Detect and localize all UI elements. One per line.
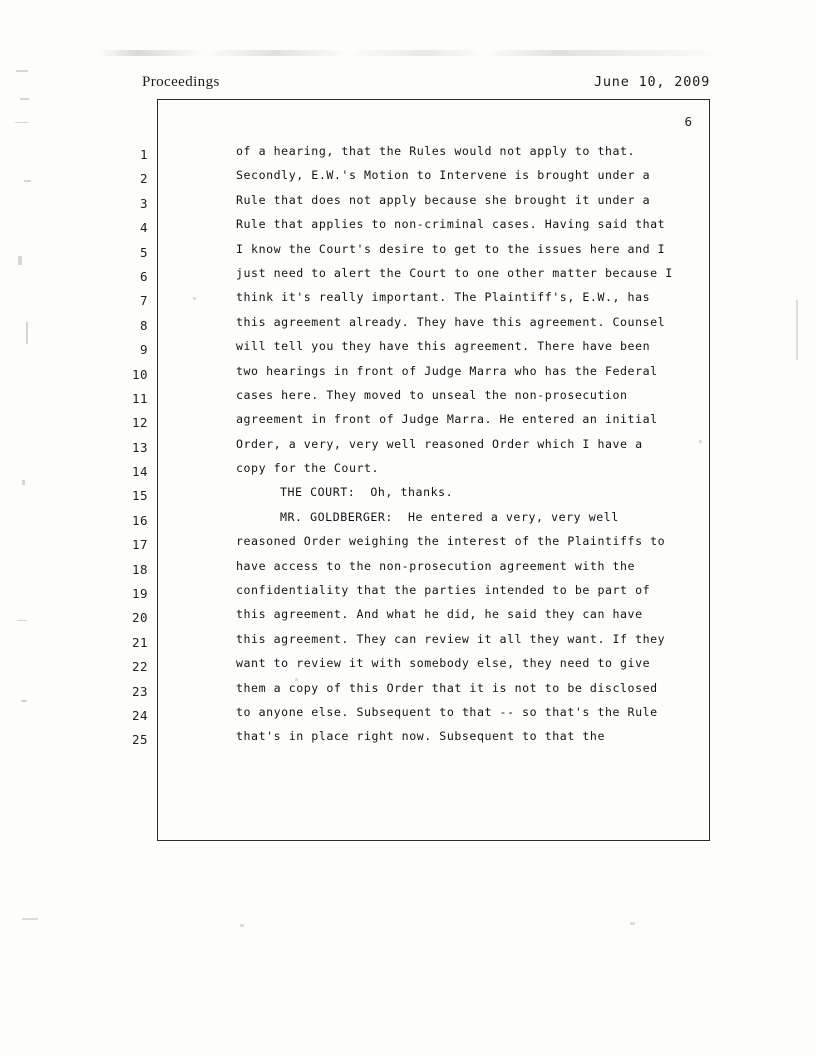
line-number: 8 bbox=[139, 317, 148, 333]
transcript-line: reasoned Order weighing the interest of the Plaintiffs to bbox=[236, 534, 666, 549]
transcript-line: want to review it with somebody else, they need to give bbox=[236, 656, 651, 671]
transcript-line: two hearings in front of Judge Marra who has the Federal bbox=[236, 363, 658, 378]
transcript-line: have access to the non-prosecution agreement with the bbox=[236, 558, 636, 573]
transcript-line: MR. GOLDBERGER: He entered a very, very well bbox=[280, 509, 619, 524]
transcript-line: copy for the Court. bbox=[236, 461, 380, 476]
transcript-line: cases here. They moved to unseal the non-prosecution bbox=[236, 387, 628, 402]
scan-artifact-bottom-mid bbox=[240, 924, 244, 927]
line-number: 3 bbox=[139, 195, 148, 211]
transcript-line: that's in place right now. Subsequent to that the bbox=[236, 729, 605, 744]
line-number: 4 bbox=[139, 220, 148, 236]
document-date: June 10, 2009 bbox=[593, 74, 710, 90]
transcript-line: Rule that applies to non-criminal cases. Having said that bbox=[236, 217, 666, 232]
line-number: 5 bbox=[139, 244, 148, 260]
page-number: 6 bbox=[684, 114, 692, 129]
transcript-line: I know the Court's desire to get to the issues here and I bbox=[236, 241, 666, 256]
scan-artifact-left-margin bbox=[14, 60, 40, 760]
transcript-line: of a hearing, that the Rules would not apply to that. bbox=[236, 144, 636, 158]
transcript-line: agreement in front of Judge Marra. He entered an initial bbox=[236, 412, 658, 427]
line-number: 20 bbox=[131, 610, 148, 626]
line-number: 22 bbox=[131, 659, 148, 675]
scan-artifact-bottom-right bbox=[630, 922, 635, 925]
scan-artifact-right-edge bbox=[796, 300, 798, 360]
transcript-line: this agreement. And what he did, he said they can have bbox=[236, 607, 643, 622]
document-header bbox=[142, 74, 710, 94]
scan-artifact-top bbox=[100, 50, 720, 56]
transcript-line: to anyone else. Subsequent to that -- so that's the Rule bbox=[236, 704, 658, 719]
transcript-line: Order, a very, very well reasoned Order which I have a bbox=[236, 436, 643, 451]
line-number: 24 bbox=[131, 707, 148, 723]
document-title: Proceedings bbox=[142, 74, 220, 90]
transcript-line: THE COURT: Oh, thanks. bbox=[280, 485, 454, 500]
line-number: 18 bbox=[131, 561, 148, 577]
transcript-line: just need to alert the Court to one other matter because I bbox=[236, 265, 673, 280]
line-number: 2 bbox=[139, 171, 148, 187]
transcript-line: Secondly, E.W.'s Motion to Intervene is brought under a bbox=[236, 168, 651, 183]
line-number: 9 bbox=[139, 342, 148, 358]
line-number: 16 bbox=[131, 512, 148, 528]
line-number: 7 bbox=[139, 293, 148, 309]
line-number: 10 bbox=[131, 366, 148, 382]
line-number-column bbox=[118, 143, 148, 753]
line-number: 12 bbox=[131, 415, 148, 431]
line-number: 19 bbox=[131, 586, 148, 602]
transcript-line: will tell you they have this agreement. There have been bbox=[236, 339, 651, 354]
transcript-line: confidentiality that the parties intended to be part of bbox=[236, 583, 651, 598]
line-number: 13 bbox=[131, 439, 148, 455]
line-number: 15 bbox=[131, 488, 148, 504]
line-number: 17 bbox=[131, 537, 148, 553]
transcript-text bbox=[236, 139, 688, 749]
transcript-line: this agreement. They can review it all they want. If they bbox=[236, 631, 666, 646]
line-number: 21 bbox=[131, 634, 148, 650]
transcript-line: think it's really important. The Plaintiff's, E.W., has bbox=[236, 290, 651, 305]
line-number: 14 bbox=[131, 464, 148, 480]
transcript-line: this agreement already. They have this agreement. Counsel bbox=[236, 314, 666, 329]
line-number: 11 bbox=[131, 390, 148, 406]
line-number: 23 bbox=[131, 683, 148, 699]
line-number: 25 bbox=[131, 732, 148, 748]
transcript-line: Rule that does not apply because she brought it under a bbox=[236, 192, 651, 207]
transcript-line: them a copy of this Order that it is not to be disclosed bbox=[236, 680, 658, 695]
scan-artifact-bottom-left bbox=[22, 918, 38, 920]
line-number: 6 bbox=[139, 268, 148, 284]
line-number: 1 bbox=[139, 147, 148, 162]
